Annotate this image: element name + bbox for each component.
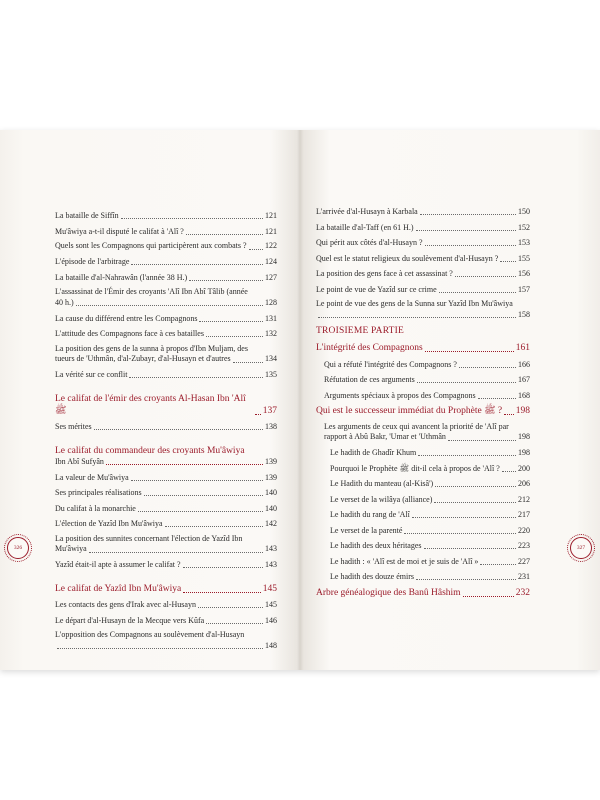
toc-entry-title: La position des gens face à cet assassinat ? [316, 269, 453, 278]
dot-leader [418, 455, 516, 456]
toc-entry-title: Le hadith des douze émirs [330, 572, 414, 581]
dot-leader [424, 548, 516, 549]
toc-page-number: 232 [515, 587, 530, 598]
dot-leader [502, 471, 516, 472]
toc-page-number: 227 [518, 556, 530, 566]
dot-leader [183, 592, 261, 593]
toc-entry [316, 284, 530, 295]
toc-page-number: 145 [265, 600, 277, 609]
toc-page-number: 145 [262, 583, 277, 594]
toc-page-number: 158 [518, 309, 530, 319]
dot-leader [206, 336, 263, 337]
toc-entry-line: L'assassinat de l'Émir des croyants 'Alî Ibn Abî Tâlib (année [55, 287, 248, 296]
toc-entry [55, 534, 277, 555]
toc-section-heading [316, 342, 530, 354]
dot-leader [121, 218, 263, 219]
toc-page-number: 131 [265, 313, 277, 323]
page-number: 326 [13, 545, 23, 551]
toc-page-number: 128 [265, 297, 277, 307]
toc-entry-line: La position des sunnites concernant l'élection de Yazîd Ibn [55, 533, 243, 543]
toc-entry-line [55, 544, 277, 555]
toc-entry [55, 487, 277, 498]
toc-entry-title: La vérité sur ce conflit [55, 370, 128, 379]
toc-entry-title: Arguments spéciaux à propos des Compagnons [324, 390, 476, 400]
toc-entry [55, 328, 277, 339]
toc-entry-title: Mu'âwiya [55, 544, 87, 553]
toc-entry-line: Les arguments de ceux qui avancent la priorité de 'Alî par [324, 421, 509, 431]
part-heading: TROISIEME PARTIE [316, 326, 405, 336]
toc-entry-title: 40 h.) [55, 297, 74, 307]
toc-entry [316, 463, 530, 474]
toc-entry [55, 630, 277, 651]
toc-entry [55, 421, 277, 432]
dot-leader [425, 245, 516, 246]
toc-entry-line: L'opposition des Compagnons au soulèvement d'al-Husayn [55, 630, 245, 639]
toc-entry [316, 268, 530, 279]
dot-leader [144, 495, 263, 496]
toc-page-number: 140 [265, 503, 277, 513]
toc-page-number: 146 [265, 615, 277, 625]
dot-leader [89, 552, 263, 553]
toc-entry-line [316, 310, 530, 321]
dot-leader [448, 440, 516, 441]
toc-entry [55, 287, 277, 308]
dot-leader [131, 480, 263, 481]
dot-leader [500, 261, 516, 262]
toc-page-number: 161 [515, 343, 530, 353]
dot-leader [165, 526, 263, 527]
toc-entry-title: Le hadith des deux héritages [330, 541, 422, 550]
page-number-medallion-right [570, 537, 592, 559]
dot-leader [106, 464, 263, 465]
toc-entry-title: Le verset de la wilâya (alliance) [330, 494, 433, 504]
toc-entry [55, 503, 277, 514]
dot-leader [425, 351, 514, 352]
toc-page-number: 132 [265, 329, 277, 338]
toc-entry-title: La bataille de Siffîn [55, 211, 119, 220]
spacer [55, 437, 277, 445]
toc-entry-title: L'épisode de l'arbitrage [55, 257, 130, 266]
toc-entry [55, 344, 277, 365]
toc-entry-title: Le départ d'al-Husayn de la Mecque vers Kûfa [55, 615, 205, 625]
toc-entry [316, 390, 530, 401]
toc-entry-title: Yazîd était-il apte à assumer le califat ? [55, 560, 181, 569]
toc-entry [316, 422, 530, 443]
toc-page-number: 157 [518, 284, 530, 294]
toc-entry-line: Le califat du commandeur des croyants Mu'âwiya [55, 445, 245, 456]
toc-entry-title: Quels sont les Compagnons qui participèrent aux combats ? [55, 241, 247, 250]
toc-page-number: 143 [265, 544, 277, 553]
toc-entry [55, 559, 277, 570]
toc-entry-title: Le califat de Yazîd Ibn Mu'âwiya [55, 583, 182, 594]
toc-entry [55, 210, 277, 221]
toc-page-number: 198 [518, 448, 530, 457]
dot-leader [434, 502, 516, 503]
page-number-medallion-left [7, 537, 29, 559]
toc-page-number: 220 [518, 525, 530, 535]
dot-leader [318, 317, 516, 318]
toc-entry-title: Réfutation de ces arguments [324, 375, 415, 384]
toc-page-number: 135 [265, 370, 277, 379]
toc-entry-title: Quel est le statut religieux du soulèvement d'al-Husayn ? [316, 253, 499, 263]
toc-entry-title: rapport à Abû Bakr, 'Umar et 'Uthmân [324, 432, 446, 441]
left-page-toc [55, 210, 277, 656]
dot-leader [420, 214, 516, 215]
toc-entry [316, 374, 530, 385]
dot-leader [417, 382, 516, 383]
toc-entry-title: Qui périt aux côtés d'al-Husayn ? [316, 238, 423, 247]
toc-entry-title: Le Hadith du manteau (al-Kisâ') [330, 479, 434, 488]
dot-leader [186, 234, 263, 235]
toc-entry-title: L'intégrité des Compagnons [316, 343, 423, 353]
spacer [55, 385, 277, 393]
toc-section-heading [55, 445, 277, 468]
toc-entry-title: tueurs de 'Uthmân, d'al-Zubayr, d'al-Husayn et d'autres [55, 354, 231, 363]
toc-entry-title: La bataille d'al-Nahrawân (l'année 38 H.) [55, 272, 188, 282]
toc-page-number: 140 [265, 488, 277, 497]
toc-entry [55, 226, 277, 237]
dot-leader [129, 377, 263, 378]
toc-entry-line: Le point de vue des gens de la Sunna sur Yazîd Ibn Mu'âwiya [316, 299, 513, 308]
toc-entry-line [55, 641, 277, 652]
toc-entry [316, 222, 530, 233]
toc-page-number: 153 [518, 238, 530, 247]
toc-entry-title: Mu'âwiya a-t-il disputé le califat à 'Alî ? [55, 226, 184, 236]
toc-page-number: 223 [518, 541, 530, 550]
dot-leader [478, 398, 516, 399]
toc-page-number: 139 [265, 472, 277, 482]
dot-leader [439, 292, 516, 293]
toc-entry-title: Le hadith du rang de 'Alî [330, 510, 410, 519]
dot-leader [480, 564, 516, 565]
toc-page-number: 200 [518, 463, 530, 473]
spacer [55, 575, 277, 583]
toc-page-number: 155 [518, 253, 530, 263]
dot-leader [463, 596, 514, 597]
dot-leader [183, 567, 263, 568]
toc-page-number: 198 [515, 406, 530, 416]
toc-entry-title: La cause du différend entre les Compagnons [55, 313, 198, 323]
toc-entry-title: Arbre généalogique des Banû Hâshim [316, 587, 461, 598]
toc-section-heading [55, 393, 277, 417]
toc-entry-title: L'attitude des Compagnons face à ces batailles [55, 329, 204, 338]
toc-entry [316, 509, 530, 520]
toc-page-number: 167 [518, 375, 530, 384]
toc-section-heading [316, 405, 530, 417]
toc-entry-line [55, 354, 277, 365]
toc-page-number: 168 [518, 390, 530, 400]
toc-page-number: 148 [265, 640, 277, 650]
toc-entry [55, 472, 277, 483]
dot-leader [404, 533, 516, 534]
toc-entry-title: Ses mérites [55, 422, 92, 431]
toc-page-number: 137 [262, 405, 277, 416]
dot-leader [94, 429, 263, 430]
toc-entry [316, 556, 530, 567]
dot-leader [412, 517, 516, 518]
dot-leader [459, 367, 516, 368]
toc-entry [55, 369, 277, 380]
toc-entry [316, 359, 530, 370]
toc-entry-title: Ses principales réalisations [55, 488, 142, 497]
toc-entry [316, 237, 530, 248]
toc-entry-title: Ibn Abî Sufyân [55, 456, 104, 466]
dot-leader [455, 276, 516, 277]
toc-entry [316, 494, 530, 505]
toc-entry-title: Le verset de la parenté [330, 525, 403, 535]
toc-entry [316, 540, 530, 551]
toc-entry-title: Le hadith de Ghadîr Khum [330, 448, 417, 457]
dot-leader [249, 249, 263, 250]
dot-leader [416, 230, 516, 231]
toc-section-heading [55, 583, 277, 595]
toc-page-number: 121 [265, 211, 277, 220]
toc-entry-title: La valeur de Mu'âwiya [55, 472, 129, 482]
toc-entry-title: Du califat à la monarchie [55, 503, 136, 513]
right-page-toc [316, 206, 530, 603]
book-spread [0, 130, 600, 670]
toc-entry-title: Qui a réfuté l'intégrité des Compagnons ? [324, 359, 457, 369]
toc-entry-title: Le califat de l'émir des croyants Al-Hasan Ibn 'Alî ﷺ [55, 393, 246, 416]
toc-entry-title: Le point de vue de Yazîd sur ce crime [316, 284, 437, 294]
toc-entry-title: L'élection de Yazîd Ibn Mu'âwiya [55, 519, 163, 528]
toc-entry [55, 313, 277, 324]
toc-page-number: 143 [265, 560, 277, 569]
toc-entry-title: Qui est le successeur immédiat du Prophète ﷺ ? [316, 406, 503, 416]
toc-section-heading [316, 587, 530, 599]
dot-leader [206, 623, 263, 624]
dot-leader [504, 414, 514, 415]
toc-entry [55, 599, 277, 610]
toc-page-number: 122 [265, 241, 277, 250]
toc-page-number: 206 [518, 479, 530, 488]
toc-entry-title: Les contacts des gens d'Irak avec al-Husayn [55, 600, 196, 609]
toc-entry-line: La position des gens de la sunna à propos d'Ibn Muljam, des [55, 343, 248, 353]
toc-entry-title: Pourquoi le Prophète ﷺ dit-il cela à propos de 'Alî ? [330, 463, 500, 473]
page-number: 327 [576, 545, 586, 551]
toc-page-number: 212 [518, 494, 530, 504]
toc-entry [316, 447, 530, 458]
toc-entry [55, 518, 277, 529]
toc-page-number: 231 [518, 572, 530, 581]
toc-page-number: 198 [518, 432, 530, 441]
toc-entry [316, 525, 530, 536]
dot-leader [255, 414, 261, 415]
toc-entry [316, 253, 530, 264]
toc-entry-line [55, 241, 277, 252]
toc-entry [316, 571, 530, 582]
dot-leader [435, 486, 516, 487]
dot-leader [57, 648, 263, 649]
dot-leader [131, 264, 263, 265]
toc-entry [55, 256, 277, 267]
toc-entry [55, 241, 277, 252]
toc-entry [55, 272, 277, 283]
toc-entry [316, 206, 530, 217]
toc-entry [316, 299, 530, 320]
toc-page-number: 156 [518, 269, 530, 278]
toc-entry-title: L'arrivée d'al-Husayn à Karbala [316, 207, 418, 216]
toc-page-number: 166 [518, 359, 530, 369]
toc-entry-title: La bataille d'al-Taff (en 61 H.) [316, 222, 414, 232]
dot-leader [199, 321, 263, 322]
toc-page-number: 152 [518, 222, 530, 232]
toc-entry-line [55, 457, 277, 468]
toc-entry-line [324, 432, 530, 443]
toc-entry-line [55, 298, 277, 309]
toc-page-number: 127 [265, 272, 277, 282]
dot-leader [416, 579, 516, 580]
toc-entry [316, 478, 530, 489]
toc-page-number: 142 [265, 519, 277, 528]
toc-page-number: 134 [265, 354, 277, 363]
toc-entry [55, 615, 277, 626]
toc-page-number: 139 [265, 456, 277, 466]
toc-entry-title: Le hadith : « 'Alî est de moi et je suis de 'Alî » [330, 556, 479, 566]
dot-leader [138, 511, 263, 512]
dot-leader [76, 305, 263, 306]
toc-page-number: 217 [518, 510, 530, 519]
dot-leader [198, 607, 263, 608]
dot-leader [233, 362, 263, 363]
dot-leader [189, 280, 263, 281]
toc-page-number: 121 [265, 226, 277, 236]
toc-page-number: 150 [518, 207, 530, 216]
toc-page-number: 124 [265, 257, 277, 266]
toc-page-number: 138 [265, 422, 277, 431]
